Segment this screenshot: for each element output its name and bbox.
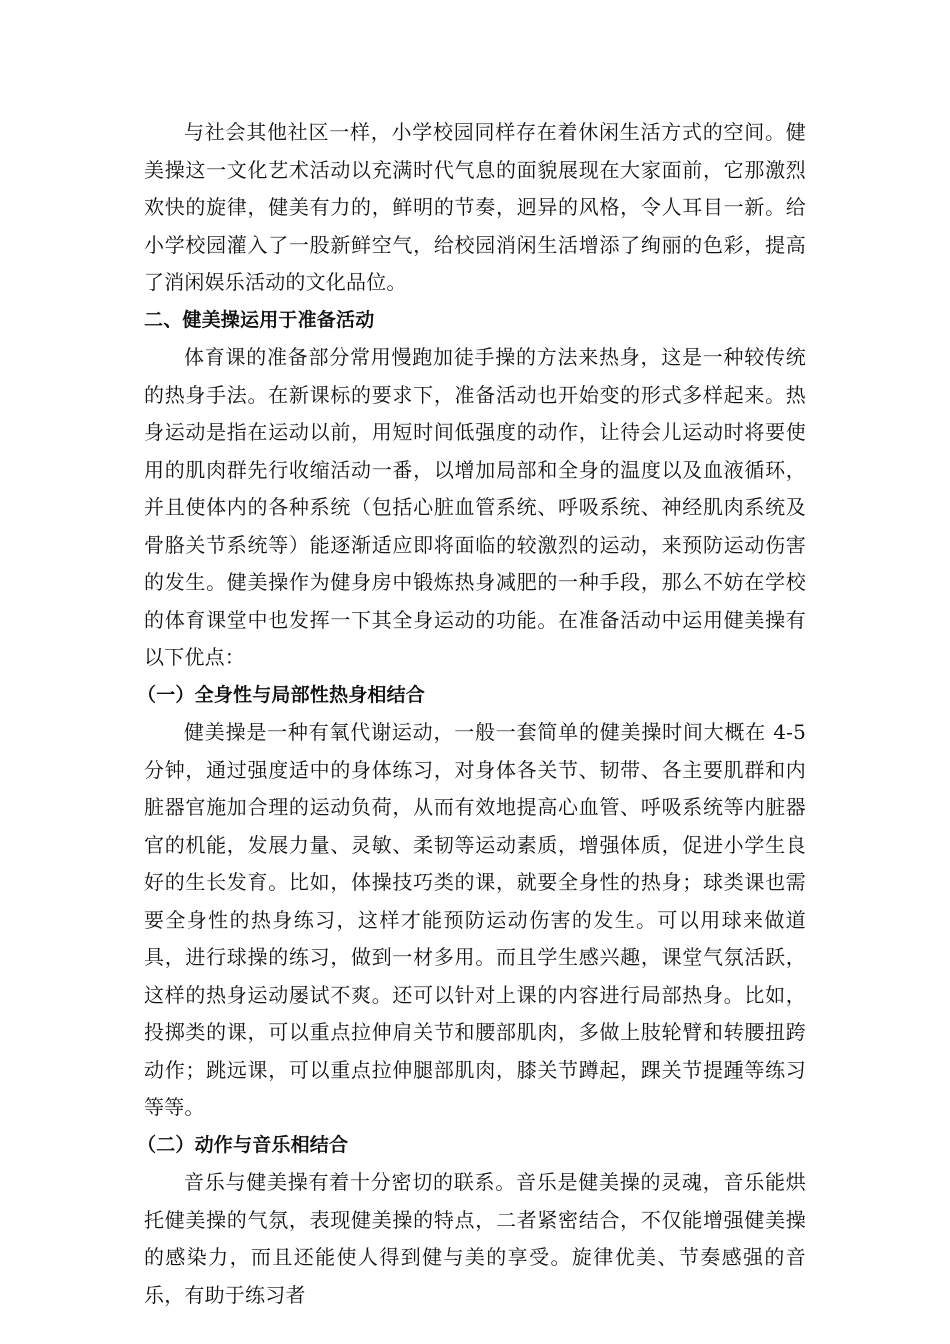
paragraph-intro: 与社会其他社区一样，小学校园同样存在着休闲生活方式的空间。健美操这一文化艺术活动以充满时代气息的面貌展现在大家面前，它那激烈欢快的旋律，健美有力的，鲜明的节奏，迥异的风格，令人耳目一新。给小学校园灌入了一股新鲜空气，给校园消闲生活增添了绚丽的色彩，提高了消闲娱乐活动的文化品位。: [144, 120, 806, 294]
subsection-heading-2: （二）动作与音乐相结合: [137, 1133, 349, 1156]
body-text: [137, 114, 806, 1314]
paragraph-music: 音乐与健美操有着十分密切的联系。音乐是健美操的灵魂，音乐能烘托健美操的气氛，表现健美操的特点，二者紧密结合，不仅能增强健美操的感染力，而且还能使人得到健与美的享受。旋律优美、节奏感强的音乐，有助于练习者: [144, 1170, 806, 1307]
paragraph-whole-body: 健美操是一种有氧代谢运动，一般一套简单的健美操时间大概在 4-5 分钟，通过强度适中的身体练习，对身体各关节、韧带、各主要肌群和内脏器官施加合理的运动负荷，从而有效地提高心血管、呼吸系统等内脏器官的机能，发展力量、灵敏、柔韧等运动素质，增强体质，促进小学生良好的生长发育。比如，体操技巧类的课，就要全身性的热身；球类课也需要全身性的热身练习，这样才能预防运动伤害的发生。可以用球来做道具，进行球操的练习，做到一材多用。而且学生感兴趣，课堂气氛活跃，这样的热身运动屡试不爽。还可以针对上课的内容进行局部热身。比如，投掷类的课，可以重点拉伸肩关节和腰部肌肉，多做上肢轮臂和转腰扭跨动作；跳远课，可以重点拉伸腿部肌肉，膝关节蹲起，踝关节提踵等练习等等。: [144, 720, 806, 1119]
subsection-heading-1: （一）全身性与局部性热身相结合: [137, 683, 426, 706]
paragraph-warmup: 体育课的准备部分常用慢跑加徒手操的方法来热身，这是一种较传统的热身手法。在新课标的要求下，准备活动也开始变的形式多样起来。热身运动是指在运动以前，用短时间低强度的动作，让待会儿运动时将要使用的肌肉群先行收缩活动一番，以增加局部和全身的温度以及血液循环，并且使体内的各种系统（包括心脏血管系统、呼吸系统、神经肌肉系统及骨胳关节系统等）能逐渐适应即将面临的较激烈的运动，来预防运动伤害的发生。健美操作为健身房中锻炼热身减肥的一种手段，那么不妨在学校的体育课堂中也发挥一下其全身运动的功能。在准备活动中运用健美操有以下优点：: [144, 345, 806, 669]
section-heading-2: 二、健美操运用于准备活动: [144, 308, 375, 331]
